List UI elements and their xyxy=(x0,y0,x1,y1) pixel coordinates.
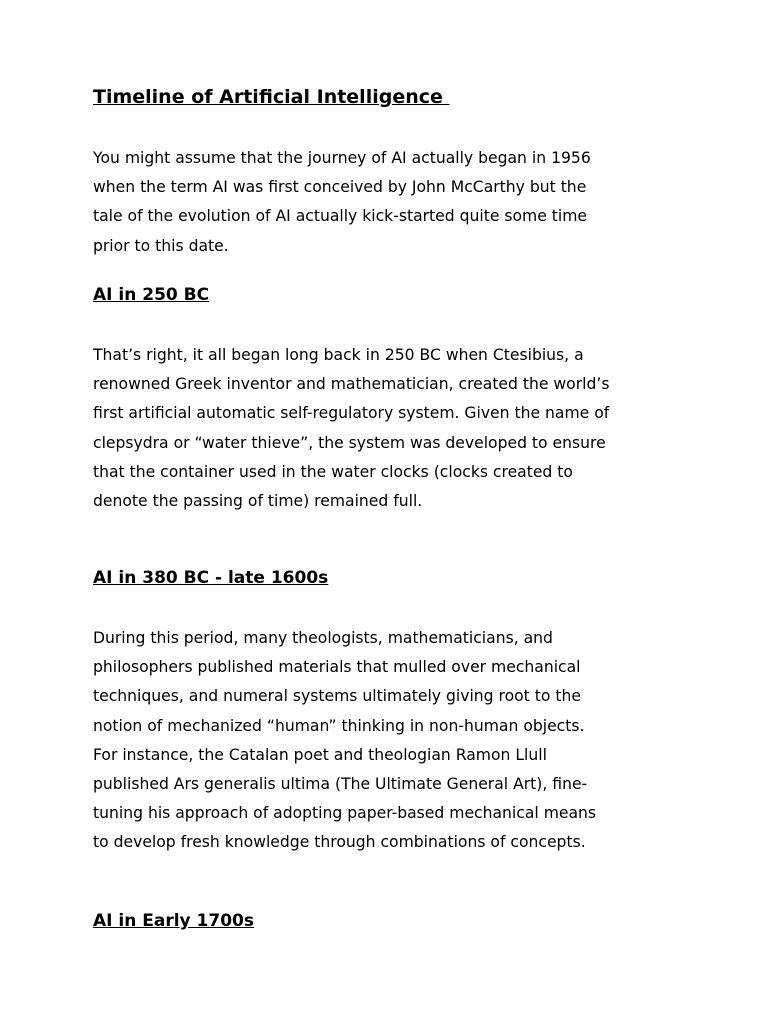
text-line: techniques, and numeral systems ultimately giving root to the xyxy=(93,687,581,706)
section-paragraph-250bc xyxy=(93,341,693,516)
text-line: tuning his approach of adopting paper-based mechanical means xyxy=(93,804,597,823)
text-line: that the container used in the water clocks (clocks created to xyxy=(93,462,573,481)
section-heading-250bc: AI in 250 BC xyxy=(93,285,210,305)
text-line: first artificial automatic self-regulatory system. Given the name of xyxy=(93,404,610,423)
text-line: philosophers published materials that mulled over mechanical xyxy=(93,658,581,677)
text-line: During this period, many theologists, mathematicians, and xyxy=(93,629,553,647)
section-paragraph-380bc xyxy=(93,624,693,858)
text-line: when the term AI was first conceived by John McCarthy but the xyxy=(93,178,587,197)
intro-paragraph xyxy=(93,144,693,261)
text-line: For instance, the Catalan poet and theologian Ramon Llull xyxy=(93,745,547,764)
text-line: published Ars generalis ultima (The Ultimate General Art), fine- xyxy=(93,775,588,794)
section-heading-380bc: AI in 380 BC - late 1600s xyxy=(93,568,329,588)
text-line: notion of mechanized “human” thinking in non-human objects. xyxy=(93,716,585,735)
text-line: clepsydra or “water thieve”, the system was developed to ensure xyxy=(93,433,606,452)
text-line: prior to this date. xyxy=(93,236,229,255)
text-line: tale of the evolution of AI actually kick-started quite some time xyxy=(93,207,588,226)
section-heading-early-1700s: AI in Early 1700s xyxy=(93,911,254,931)
text-line: That’s right, it all began long back in 250 BC when Ctesibius, a xyxy=(93,346,584,364)
text-line: denote the passing of time) remained full. xyxy=(93,492,423,511)
text-line: You might assume that the journey of AI actually began in 1956 xyxy=(93,149,591,167)
document-title: Timeline of Artificial Intelligence xyxy=(93,86,450,108)
text-line: to develop fresh knowledge through combinations of concepts. xyxy=(93,833,586,852)
text-line: renowned Greek inventor and mathematician, created the world’s xyxy=(93,375,610,394)
